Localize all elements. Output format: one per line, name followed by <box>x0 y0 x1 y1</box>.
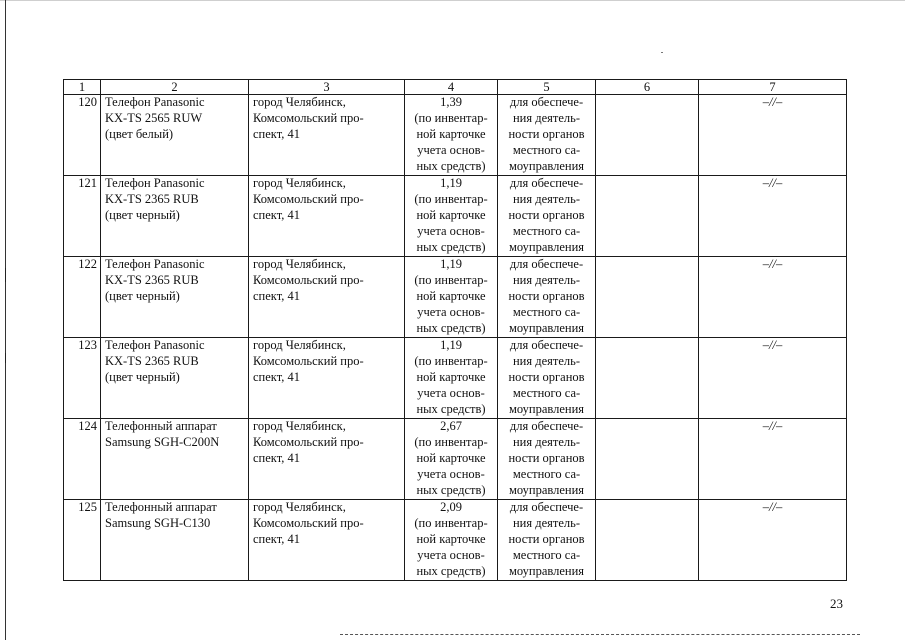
column-header: 4 <box>405 80 498 95</box>
item-col6 <box>596 500 699 581</box>
item-col7: –//– <box>699 176 847 257</box>
item-col6 <box>596 176 699 257</box>
item-address: город Челябинск, Комсомольский про- спект, 41 <box>249 95 405 176</box>
scan-dash-mark <box>5 268 6 282</box>
item-address: город Челябинск, Комсомольский про- спект, 41 <box>249 257 405 338</box>
item-purpose: для обеспече- ния деятель- ности органов местного са- моуправления <box>498 419 596 500</box>
item-cost: 1,19 (по инвентар- ной карточке учета основ- ных средств) <box>405 338 498 419</box>
column-header: 1 <box>64 80 101 95</box>
item-address: город Челябинск, Комсомольский про- спект, 41 <box>249 500 405 581</box>
item-address: город Челябинск, Комсомольский про- спект, 41 <box>249 419 405 500</box>
row-number: 123 <box>64 338 101 419</box>
item-col6 <box>596 95 699 176</box>
item-col6 <box>596 419 699 500</box>
item-name: Телефон Panasonic KX-TS 2365 RUB (цвет черный) <box>101 338 249 419</box>
scan-dash-mark <box>5 353 6 363</box>
item-cost: 1,19 (по инвентар- ной карточке учета основ- ных средств) <box>405 176 498 257</box>
table-row <box>64 257 847 338</box>
row-number: 120 <box>64 95 101 176</box>
row-number: 125 <box>64 500 101 581</box>
item-name: Телефон Panasonic KX-TS 2565 RUW (цвет белый) <box>101 95 249 176</box>
page-number: 23 <box>830 596 843 611</box>
item-purpose: для обеспече- ния деятель- ности органов местного са- моуправления <box>498 338 596 419</box>
item-col7: –//– <box>699 500 847 581</box>
table-header-row <box>64 80 847 95</box>
item-address: город Челябинск, Комсомольский про- спект, 41 <box>249 176 405 257</box>
item-col7: –//– <box>699 419 847 500</box>
inventory-table <box>63 79 847 581</box>
scan-left-edge <box>5 0 6 640</box>
table-row <box>64 419 847 500</box>
item-address: город Челябинск, Комсомольский про- спект, 41 <box>249 338 405 419</box>
row-number: 121 <box>64 176 101 257</box>
item-cost: 1,39 (по инвентар- ной карточке учета основ- ных средств) <box>405 95 498 176</box>
item-name: Телефон Panasonic KX-TS 2365 RUB (цвет черный) <box>101 257 249 338</box>
item-col7: –//– <box>699 257 847 338</box>
item-purpose: для обеспече- ния деятель- ности органов местного са- моуправления <box>498 176 596 257</box>
item-cost: 2,67 (по инвентар- ной карточке учета основ- ных средств) <box>405 419 498 500</box>
column-header: 3 <box>249 80 405 95</box>
item-cost: 2,09 (по инвентар- ной карточке учета основ- ных средств) <box>405 500 498 581</box>
table-row <box>64 95 847 176</box>
scan-footer-marks <box>340 634 860 637</box>
item-purpose: для обеспече- ния деятель- ности органов местного са- моуправления <box>498 95 596 176</box>
row-number: 122 <box>64 257 101 338</box>
table-row <box>64 176 847 257</box>
item-purpose: для обеспече- ния деятель- ности органов местного са- моуправления <box>498 257 596 338</box>
column-header: 6 <box>596 80 699 95</box>
item-col7: –//– <box>699 95 847 176</box>
item-col6 <box>596 338 699 419</box>
scan-top-edge <box>0 0 905 1</box>
item-name: Телефонный аппарат Samsung SGH-C130 <box>101 500 249 581</box>
row-number: 124 <box>64 419 101 500</box>
column-header: 2 <box>101 80 249 95</box>
table-row <box>64 500 847 581</box>
item-purpose: для обеспече- ния деятель- ности органов местного са- моуправления <box>498 500 596 581</box>
scan-speck <box>661 52 663 53</box>
column-header: 7 <box>699 80 847 95</box>
item-name: Телефонный аппарат Samsung SGH-C200N <box>101 419 249 500</box>
item-cost: 1,19 (по инвентар- ной карточке учета основ- ных средств) <box>405 257 498 338</box>
item-col7: –//– <box>699 338 847 419</box>
item-col6 <box>596 257 699 338</box>
item-name: Телефон Panasonic KX-TS 2365 RUB (цвет черный) <box>101 176 249 257</box>
column-header: 5 <box>498 80 596 95</box>
table-row <box>64 338 847 419</box>
